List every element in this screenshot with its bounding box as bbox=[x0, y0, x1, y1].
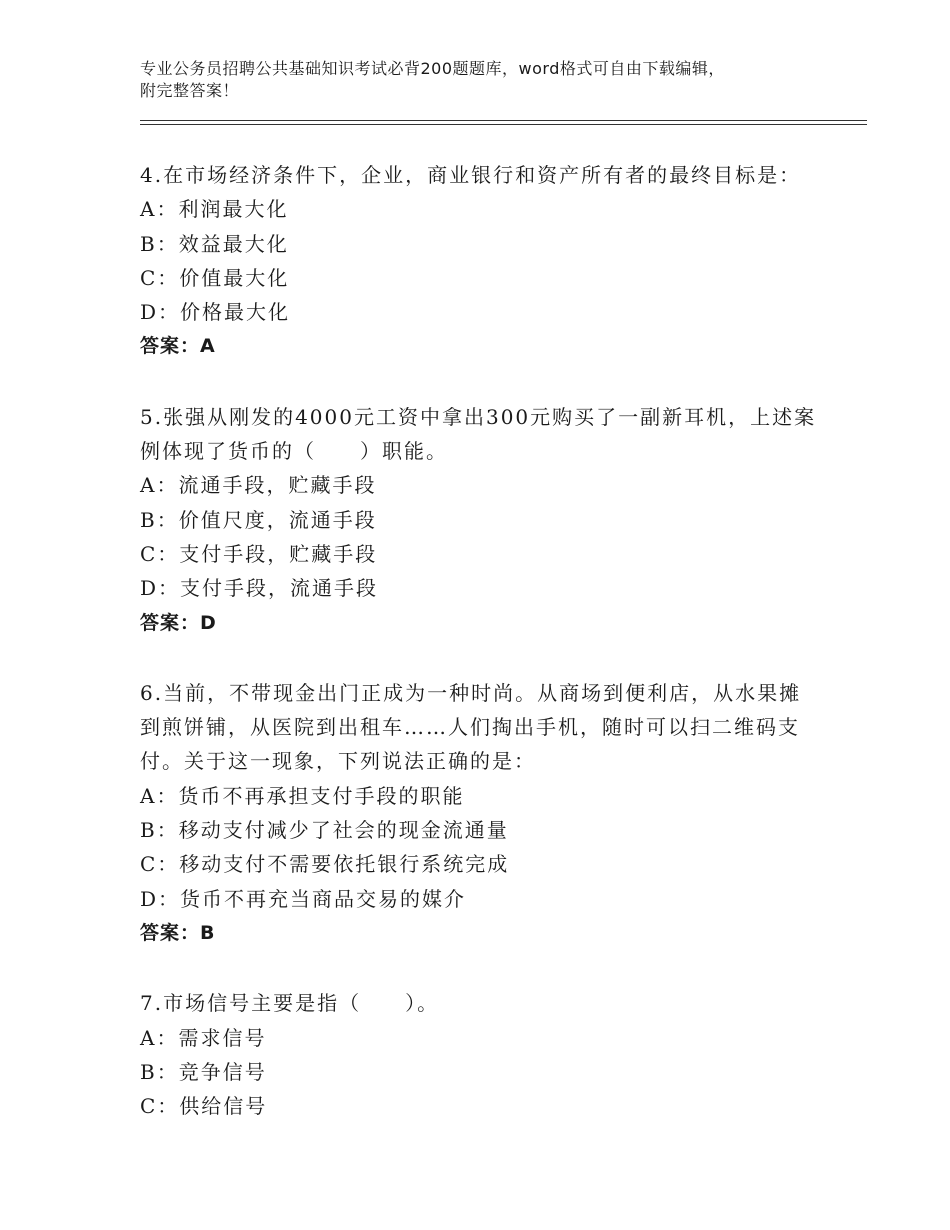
header-line-1: 专业公务员招聘公共基础知识考试必背200题题库，word格式可自由下载编辑， bbox=[140, 59, 725, 78]
option-b: B：效益最大化 bbox=[140, 231, 289, 256]
option-c: C：移动支付不需要依托银行系统完成 bbox=[140, 852, 510, 877]
header-divider-bottom bbox=[140, 124, 867, 125]
option-c: C：供给信号 bbox=[140, 1094, 268, 1119]
question-stem: 到煎饼铺，从医院到出租车……人们掏出手机，随时可以扫二维码支 bbox=[140, 715, 800, 740]
option-b: B：竞争信号 bbox=[140, 1059, 267, 1084]
answer-label: 答案：D bbox=[140, 611, 217, 634]
answer-label: 答案：A bbox=[140, 335, 216, 358]
question-5 bbox=[140, 400, 820, 640]
question-stem: 6.当前，不带现金出门正成为一种时尚。从商场到便利店，从水果摊 bbox=[140, 680, 802, 705]
option-c: C：支付手段，贮藏手段 bbox=[140, 541, 378, 566]
header-divider-top bbox=[140, 120, 867, 121]
option-a: A：流通手段，贮藏手段 bbox=[140, 473, 377, 498]
option-d: D：价格最大化 bbox=[140, 300, 291, 325]
question-stem: 例体现了货币的（ ）职能。 bbox=[140, 439, 448, 464]
answer-label: 答案：B bbox=[140, 921, 216, 944]
option-a: A：货币不再承担支付手段的职能 bbox=[140, 783, 465, 808]
header-line-2: 附完整答案！ bbox=[140, 81, 240, 100]
option-d: D：货币不再充当商品交易的媒介 bbox=[140, 886, 467, 911]
question-stem: 7.市场信号主要是指（ ）。 bbox=[140, 991, 440, 1016]
question-stem: 5.张强从刚发的4000元工资中拿出300元购买了一副新耳机，上述案 bbox=[140, 404, 817, 429]
option-a: A：利润最大化 bbox=[140, 197, 289, 222]
option-d: D：支付手段，流通手段 bbox=[140, 576, 379, 601]
question-stem: 付。关于这一现象，下列说法正确的是： bbox=[140, 749, 536, 774]
document-header bbox=[140, 58, 840, 102]
option-b: B：价值尺度，流通手段 bbox=[140, 507, 377, 532]
question-7 bbox=[140, 986, 820, 1123]
question-6 bbox=[140, 676, 820, 950]
option-a: A：需求信号 bbox=[140, 1025, 267, 1050]
question-stem: 4.在市场经济条件下，企业，商业银行和资产所有者的最终目标是： bbox=[140, 163, 802, 187]
option-c: C：价值最大化 bbox=[140, 265, 290, 290]
option-b: B：移动支付减少了社会的现金流通量 bbox=[140, 818, 509, 843]
question-list bbox=[140, 158, 820, 1159]
question-4 bbox=[140, 158, 820, 364]
